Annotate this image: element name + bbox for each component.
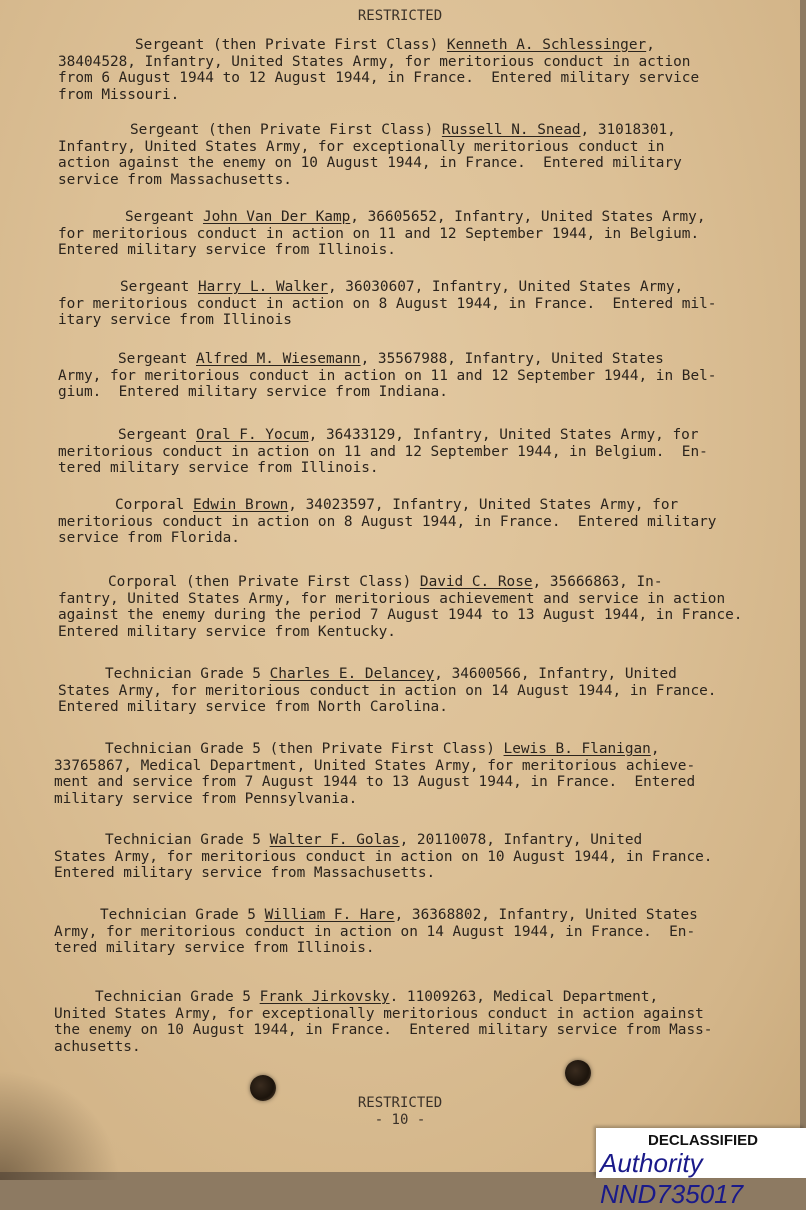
line-text: the enemy on 10 August 1944, in France. Entered military service from Mass- bbox=[54, 1022, 713, 1038]
line-text: tered military service from Illinois. bbox=[58, 460, 379, 476]
text-line bbox=[58, 227, 699, 241]
line-text: United States Army, for exceptionally meritorious conduct in action against bbox=[54, 1005, 704, 1022]
line-text: Sergeant bbox=[118, 427, 196, 443]
line-text: from 6 August 1944 to 12 August 1944, in France. Entered military service bbox=[58, 70, 700, 86]
line-text: service from Florida. bbox=[58, 530, 240, 546]
line-text: States Army, for meritorious conduct in action on 14 August 1944, in France. bbox=[58, 682, 717, 699]
text-line bbox=[58, 297, 716, 311]
line-text: , 36605652, Infantry, United States Army, bbox=[350, 209, 706, 225]
line-text: against the enemy during the period 7 August 1944 to 13 August 1944, in France. bbox=[58, 607, 743, 623]
line-text: Technician Grade 5 bbox=[100, 907, 265, 923]
line-text: , 34023597, Infantry, United States Army, for bbox=[288, 497, 679, 513]
text-line bbox=[58, 592, 725, 606]
text-line bbox=[58, 608, 742, 622]
text-line bbox=[105, 742, 660, 756]
header-classification: RESTRICTED bbox=[357, 8, 443, 24]
stamp-authority: Authority NND735017 bbox=[600, 1148, 744, 1209]
soldier-name: William F. Hare bbox=[264, 907, 395, 923]
line-text: Sergeant (then Private First Class) bbox=[130, 122, 442, 138]
text-line bbox=[58, 55, 690, 69]
soldier-name: John Van Der Kamp bbox=[202, 209, 351, 225]
line-text: Army, for meritorious conduct in action on 14 August 1944, in France. En- bbox=[54, 923, 696, 940]
line-text: , 36030607, Infantry, United States Army, bbox=[327, 279, 684, 295]
line-text: Sergeant (then Private First Class) bbox=[135, 37, 447, 53]
text-line bbox=[54, 941, 375, 955]
text-line bbox=[58, 684, 716, 698]
line-text: achusetts. bbox=[54, 1038, 141, 1055]
line-text: , 20110078, Infantry, United bbox=[399, 832, 643, 848]
text-line bbox=[58, 71, 699, 85]
line-text: , 36433129, Infantry, United States Army, for bbox=[308, 427, 699, 443]
line-text: Technician Grade 5 bbox=[105, 832, 270, 848]
text-line bbox=[135, 38, 655, 52]
line-text: . 11009263, Medical Department, bbox=[389, 989, 659, 1005]
text-line bbox=[54, 925, 695, 939]
text-line bbox=[58, 625, 396, 639]
line-text: Technician Grade 5 (then Private First Class) bbox=[105, 741, 504, 757]
text-line bbox=[118, 352, 664, 366]
line-text: Entered military service from Illinois. bbox=[58, 242, 396, 258]
text-line bbox=[54, 866, 435, 880]
line-text: Entered military service from Kentucky. bbox=[58, 623, 396, 640]
line-text: meritorious conduct in action on 8 August 1944, in France. Entered military bbox=[58, 513, 717, 530]
text-line bbox=[58, 243, 396, 257]
line-text: Entered military service from North Carolina. bbox=[58, 699, 448, 715]
line-text: 38404528, Infantry, United States Army, for meritorious conduct in action bbox=[58, 53, 691, 70]
line-text: fantry, United States Army, for meritorious achievement and service in action bbox=[58, 590, 726, 607]
soldier-name: Alfred M. Wiesemann bbox=[195, 351, 361, 367]
line-text: Technician Grade 5 bbox=[95, 989, 260, 1005]
text-line bbox=[54, 792, 357, 806]
line-text: States Army, for meritorious conduct in action on 10 August 1944, in France. bbox=[54, 848, 713, 865]
text-line bbox=[58, 531, 240, 545]
footer-classification: RESTRICTED bbox=[357, 1095, 443, 1111]
text-line bbox=[58, 385, 448, 399]
text-line bbox=[125, 210, 706, 224]
soldier-name: Edwin Brown bbox=[192, 497, 289, 513]
text-line bbox=[58, 173, 292, 187]
soldier-name: Frank Jirkovsky bbox=[259, 989, 390, 1005]
line-text: Sergeant bbox=[120, 279, 198, 295]
line-text: , 35666863, In- bbox=[532, 574, 663, 590]
text-line bbox=[58, 156, 682, 170]
text-line bbox=[58, 515, 716, 529]
text-line bbox=[58, 369, 716, 383]
line-text: Sergeant bbox=[118, 351, 196, 367]
line-text: tered military service from Illinois. bbox=[54, 940, 375, 956]
line-text: for meritorious conduct in action on 8 August 1944, in France. Entered mil- bbox=[58, 295, 717, 312]
line-text: Corporal bbox=[115, 497, 193, 513]
text-line bbox=[58, 140, 664, 154]
text-line bbox=[108, 575, 663, 589]
soldier-name: Lewis B. Flanigan bbox=[503, 741, 651, 757]
text-line bbox=[54, 1023, 712, 1037]
line-text: , 34600566, Infantry, United bbox=[434, 666, 677, 682]
text-line bbox=[100, 908, 698, 922]
text-line bbox=[130, 123, 676, 137]
soldier-name: Russell N. Snead bbox=[441, 122, 581, 138]
text-line bbox=[54, 759, 695, 773]
line-text: Entered military service from Massachusetts. bbox=[54, 865, 436, 881]
soldier-name: Oral F. Yocum bbox=[195, 427, 309, 443]
text-line bbox=[115, 498, 678, 512]
line-text: Corporal (then Private First Class) bbox=[108, 574, 420, 590]
line-text: , bbox=[646, 37, 655, 53]
line-text: from Missouri. bbox=[58, 86, 180, 103]
line-text: 33765867, Medical Department, United States Army, for meritorious achieve- bbox=[54, 757, 696, 774]
text-line bbox=[120, 280, 683, 294]
text-line bbox=[95, 990, 658, 1004]
line-text: for meritorious conduct in action on 11 and 12 September 1944, in Belgium. bbox=[58, 225, 700, 242]
text-line bbox=[58, 88, 179, 102]
text-line bbox=[58, 313, 292, 327]
text-line bbox=[54, 775, 695, 789]
text-line bbox=[118, 428, 699, 442]
line-text: Technician Grade 5 bbox=[105, 666, 270, 682]
text-line bbox=[58, 445, 708, 459]
line-text: action against the enemy on 10 August 1944, in France. Entered military bbox=[58, 155, 682, 171]
soldier-name: David C. Rose bbox=[419, 574, 533, 590]
text-line bbox=[58, 461, 379, 475]
stamp-title: DECLASSIFIED bbox=[648, 1132, 759, 1149]
line-text: gium. Entered military service from Indiana. bbox=[58, 384, 448, 400]
text-line bbox=[105, 667, 677, 681]
line-text: ment and service from 7 August 1944 to 13 August 1944, in France. Entered bbox=[54, 774, 696, 790]
soldier-name: Charles E. Delancey bbox=[269, 666, 435, 682]
text-line bbox=[54, 850, 712, 864]
line-text: , 31018301, bbox=[580, 122, 676, 138]
line-text: military service from Pennsylvania. bbox=[54, 790, 358, 807]
line-text: itary service from Illinois bbox=[58, 312, 292, 328]
punch-hole-right bbox=[565, 1060, 591, 1086]
soldier-name: Walter F. Golas bbox=[269, 832, 400, 848]
line-text: service from Massachusetts. bbox=[58, 171, 292, 188]
line-text: , 35567988, Infantry, United States bbox=[360, 351, 664, 367]
line-text: meritorious conduct in action on 11 and 12 September 1944, in Belgium. En- bbox=[58, 443, 708, 460]
text-line bbox=[54, 1040, 141, 1054]
line-text: Sergeant bbox=[125, 209, 203, 225]
line-text: , bbox=[650, 741, 660, 757]
text-line bbox=[58, 700, 448, 714]
page-number: - 10 - bbox=[374, 1112, 426, 1128]
line-text: Infantry, United States Army, for exceptionally meritorious conduct in bbox=[58, 138, 665, 155]
line-text: , 36368802, Infantry, United States bbox=[394, 907, 698, 923]
soldier-name: Harry L. Walker bbox=[197, 279, 328, 295]
text-line bbox=[54, 1007, 704, 1021]
soldier-name: Kenneth A. Schlessinger bbox=[446, 37, 647, 53]
text-line bbox=[105, 833, 642, 847]
line-text: Army, for meritorious conduct in action on 11 and 12 September 1944, in Bel- bbox=[58, 367, 717, 384]
declassified-stamp bbox=[596, 1128, 806, 1209]
